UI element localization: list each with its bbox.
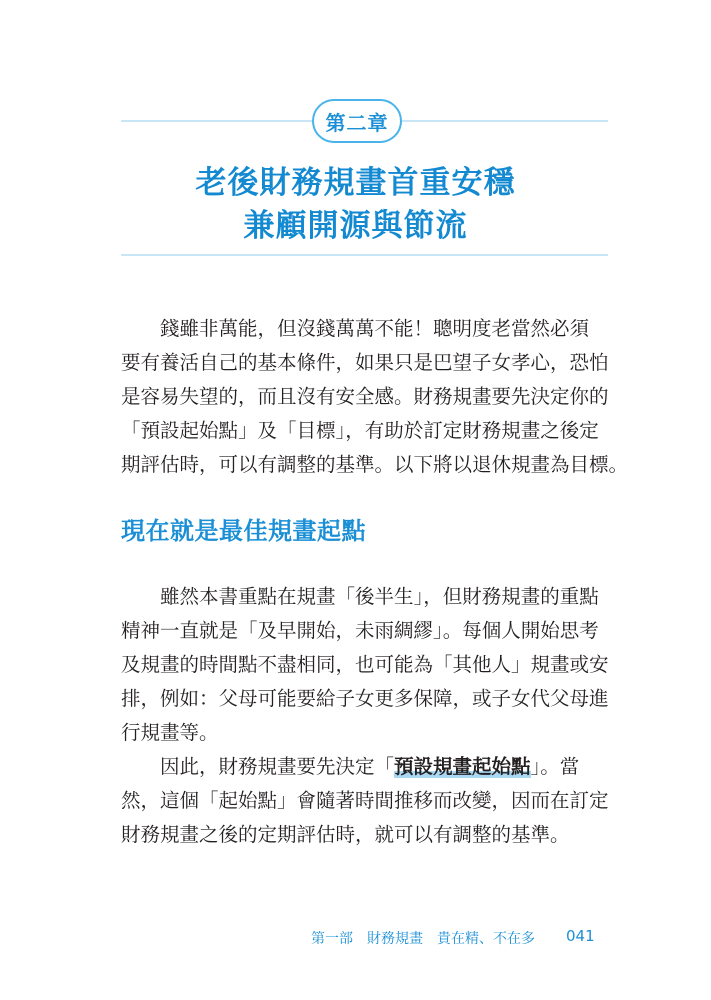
intro-line: 要有養活自己的基本條件，如果只是巴望子女孝心，恐怕 (121, 351, 609, 374)
intro-line: 錢雖非萬能，但沒錢萬萬不能！聰明度老當然必須 (121, 317, 590, 340)
section-line: 雖然本書重點在規畫「後半生」，但財務規畫的重點 (121, 585, 599, 608)
title-bottom-rule (121, 254, 608, 256)
section-line: 精神一直就是「及早開始，未雨綢繆」。每個人開始思考 (121, 619, 599, 642)
chapter-title-line-2: 兼顧開源與節流 (243, 208, 468, 244)
chapter-title-line-1: 老後財務規畫首重安穩 (195, 165, 516, 201)
para2-text-after: 」。當 (530, 755, 580, 778)
section-paragraph-1 (121, 580, 607, 750)
section-line: 行規畫等。 (121, 721, 219, 744)
section-line: 然，這個「起始點」會隨著時間推移而改變，因而在訂定 (121, 789, 609, 812)
chapter-rule-left (121, 120, 312, 122)
section-line: 排，例如：父母可能要給子女更多保障，或子女代父母進 (121, 687, 609, 710)
para2-text-before: 因此，財務規畫要先決定「 (121, 755, 395, 778)
chapter-label: 第二章 (325, 110, 389, 135)
section-line: 及規畫的時間點不盡相同，也可能為「其他人」規畫或安 (121, 653, 609, 676)
highlighted-term: 預設規畫起始點 (394, 755, 531, 778)
chapter-rule-right (402, 120, 608, 122)
intro-line: 「預設起始點」及「目標」，有助於訂定財務規畫之後定 (121, 419, 599, 442)
page-number: 041 (566, 927, 595, 945)
intro-line: 期評估時，可以有調整的基準。以下將以退休規畫為目標。 (121, 453, 629, 476)
section-paragraph-2 (121, 750, 607, 852)
running-title: 第一部 財務規畫 貴在精、不在多 (311, 931, 535, 947)
section-line (121, 750, 607, 784)
section-line: 財務規畫之後的定期評估時，就可以有調整的基準。 (121, 823, 570, 846)
intro-line: 是容易失望的，而且沒有安全感。財務規畫要先決定你的 (121, 385, 609, 408)
section-heading: 現在就是最佳規畫起點 (121, 517, 366, 545)
intro-paragraph (121, 312, 629, 482)
chapter-badge (312, 99, 402, 143)
